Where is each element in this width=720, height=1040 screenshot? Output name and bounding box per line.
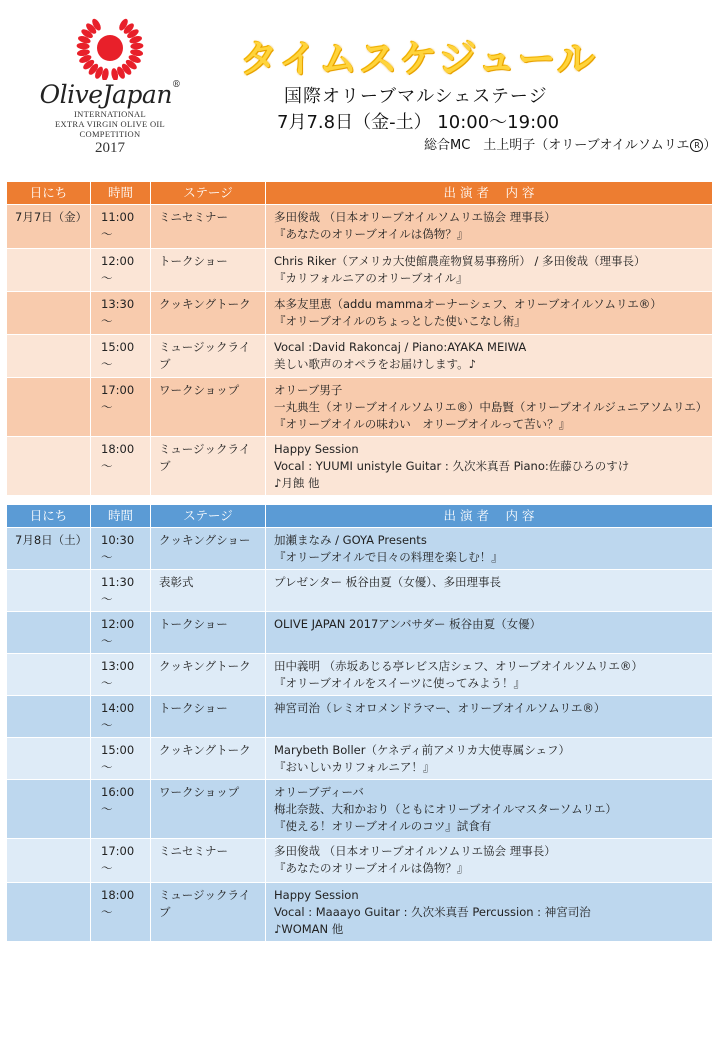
time-cell: 17:00～ (91, 839, 151, 883)
logo-wordmark: OliveJapan® (39, 80, 181, 109)
olive-japan-logo (30, 10, 190, 160)
time-cell: 10:30～ (91, 528, 151, 570)
table-row (7, 437, 713, 496)
stage-cell: クッキングトーク (151, 654, 266, 696)
stage-cell: クッキングトーク (151, 738, 266, 780)
content-line: ♪月蝕 他 (274, 476, 320, 490)
content-line: 加瀬まなみ / GOYA Presents (274, 533, 427, 547)
page-title: タイムスケジュール (240, 37, 597, 81)
stage-cell: クッキングショー (151, 528, 266, 570)
day-cell (7, 335, 91, 378)
content-cell (266, 437, 713, 496)
day-cell: 7月7日（金） (7, 205, 91, 249)
schedule-table-day2 (6, 504, 713, 942)
time-cell: 18:00～ (91, 437, 151, 496)
stage-cell: クッキングトーク (151, 292, 266, 335)
stage-cell: トークショー (151, 612, 266, 654)
stage-name: 国際オリーブマルシェステージ (284, 86, 548, 107)
stage-cell: トークショー (151, 249, 266, 292)
table-header-row (7, 182, 713, 205)
stage-cell: ワークショップ (151, 378, 266, 437)
table-row (7, 839, 713, 883)
day-cell (7, 738, 91, 780)
content-line: Vocal : Maaayo Guitar : 久次米真吾 Percussion : 神宮司治 (274, 905, 591, 919)
content-line: 本多友里恵（addu mammaオーナーシェフ、オリーブオイルソムリエ®） (274, 297, 662, 311)
content-line: Vocal :David Rakoncaj / Piano:AYAKA MEIWA (274, 340, 527, 354)
header-content: 出 演 者 内 容 (266, 182, 713, 205)
time-cell: 15:00～ (91, 335, 151, 378)
stage-cell: ワークショップ (151, 780, 266, 839)
day-cell (7, 249, 91, 292)
content-line: 『おいしいカリフォルニア！』 (274, 760, 435, 774)
logo-subtitle: INTERNATIONAL EXTRA VIRGIN OLIVE OIL COMPETITION (54, 109, 166, 139)
content-line: 『カリフォルニアのオリーブオイル』 (274, 271, 468, 285)
stage-cell: ミュージックライブ (151, 437, 266, 496)
table-row (7, 654, 713, 696)
content-cell (266, 696, 713, 738)
time-cell: 13:00～ (91, 654, 151, 696)
content-line: 多田俊哉 （日本オリーブオイルソムリエ協会 理事長） (274, 844, 556, 858)
table-row (7, 205, 713, 249)
content-line: ♪WOMAN 他 (274, 922, 344, 936)
day-cell (7, 437, 91, 496)
table-row (7, 612, 713, 654)
time-cell: 13:30～ (91, 292, 151, 335)
schedule-table-day1 (6, 181, 713, 496)
content-cell (266, 528, 713, 570)
content-line: 『オリーブオイルのちょっとした使いこなし術』 (274, 314, 526, 328)
content-cell (266, 780, 713, 839)
day-cell (7, 654, 91, 696)
event-date: 7月7.8日（金-土） 10:00～19:00 (277, 112, 560, 133)
content-line: 神宮司治（レミオロメンドラマー、オリーブオイルソムリエ®） (274, 701, 606, 715)
content-line: Chris Riker（アメリカ大使館農産物貿易事務所） / 多田俊哉（理事長） (274, 254, 646, 268)
content-cell (266, 249, 713, 292)
content-cell (266, 335, 713, 378)
content-line: 『オリーブオイルの味わい オリーブオイルって苦い？』 (274, 417, 571, 431)
content-cell (266, 839, 713, 883)
content-cell (266, 738, 713, 780)
header-stage: ステージ (151, 182, 266, 205)
time-cell: 11:30～ (91, 570, 151, 612)
day-cell (7, 839, 91, 883)
table-row (7, 780, 713, 839)
day-cell (7, 612, 91, 654)
table-row (7, 883, 713, 942)
table-row (7, 696, 713, 738)
content-line: 梅北奈鼓、大和かおり（ともにオリーブオイルマスターソムリエ） (274, 802, 617, 816)
content-cell (266, 570, 713, 612)
stage-cell: 表彰式 (151, 570, 266, 612)
content-cell (266, 612, 713, 654)
table-row (7, 378, 713, 437)
day-cell (7, 378, 91, 437)
content-line: プレゼンター 板谷由夏（女優）、多田理事長 (274, 575, 501, 589)
stage-cell: ミニセミナー (151, 205, 266, 249)
day-cell (7, 292, 91, 335)
table-row (7, 335, 713, 378)
content-line: 多田俊哉 （日本オリーブオイルソムリエ協会 理事長） (274, 210, 556, 224)
header-time: 時間 (91, 182, 151, 205)
time-cell: 14:00～ (91, 696, 151, 738)
content-line: 田中義明 （赤坂あじる亭レビス店シェフ、オリーブオイルソムリエ®） (274, 659, 643, 673)
time-cell: 18:00～ (91, 883, 151, 942)
header-day: 日にち (7, 182, 91, 205)
content-line: 『あなたのオリーブオイルは偽物？』 (274, 861, 469, 875)
header-content: 出 演 者 内 容 (266, 505, 713, 528)
day-cell (7, 780, 91, 839)
content-line: Vocal : YUUMI unistyle Guitar : 久次米真吾 Piano:佐藤ひろのすけ (274, 459, 630, 473)
content-line: 一丸典生（オリーブオイルソムリエ®）中島賢（オリーブオイルジュニアソムリエ） (274, 400, 708, 414)
stage-cell: ミュージックライブ (151, 335, 266, 378)
table-row (7, 292, 713, 335)
header-time: 時間 (91, 505, 151, 528)
content-line: オリーブ男子 (274, 383, 343, 397)
day-cell: 7月8日（土） (7, 528, 91, 570)
stage-cell: ミニセミナー (151, 839, 266, 883)
content-cell (266, 654, 713, 696)
stage-cell: トークショー (151, 696, 266, 738)
content-cell (266, 205, 713, 249)
content-line: Marybeth Boller（ケネディ前アメリカ大使専属シェフ） (274, 743, 571, 757)
content-line: オリーブディーバ (274, 785, 364, 799)
time-cell: 12:00～ (91, 249, 151, 292)
table-header-row (7, 505, 713, 528)
content-line: 『オリーブオイルをスイーツに使ってみよう！』 (274, 676, 526, 690)
logo-year: 2017 (95, 140, 125, 156)
content-line: 『あなたのオリーブオイルは偽物？』 (274, 227, 469, 241)
time-cell: 17:00～ (91, 378, 151, 437)
content-line: Happy Session (274, 888, 359, 902)
header-stage: ステージ (151, 505, 266, 528)
content-cell (266, 292, 713, 335)
table-row (7, 249, 713, 292)
table-row (7, 528, 713, 570)
table-row (7, 738, 713, 780)
time-cell: 16:00～ (91, 780, 151, 839)
day-cell (7, 570, 91, 612)
stage-cell: ミュージックライブ (151, 883, 266, 942)
table-row (7, 570, 713, 612)
content-line: Happy Session (274, 442, 359, 456)
time-cell: 11:00～ (91, 205, 151, 249)
content-cell (266, 883, 713, 942)
header-day: 日にち (7, 505, 91, 528)
day-cell (7, 883, 91, 942)
registered-mark-icon: R (690, 139, 703, 152)
time-cell: 12:00～ (91, 612, 151, 654)
content-line: 美しい歌声のオペラをお届けします。♪ (274, 357, 476, 371)
sun-wreath-icon (75, 10, 145, 80)
time-cell: 15:00～ (91, 738, 151, 780)
content-line: 『使える！オリーブオイルのコツ』試食有 (274, 819, 492, 833)
content-cell (266, 378, 713, 437)
content-line: 『オリーブオイルで日々の料理を楽しむ！』 (274, 550, 503, 564)
day-cell (7, 696, 91, 738)
content-line: OLIVE JAPAN 2017アンバサダー 板谷由夏（女優） (274, 617, 542, 631)
mc-credit: 総合MC 土上明子（オリーブオイルソムリエ R ） (424, 138, 717, 153)
